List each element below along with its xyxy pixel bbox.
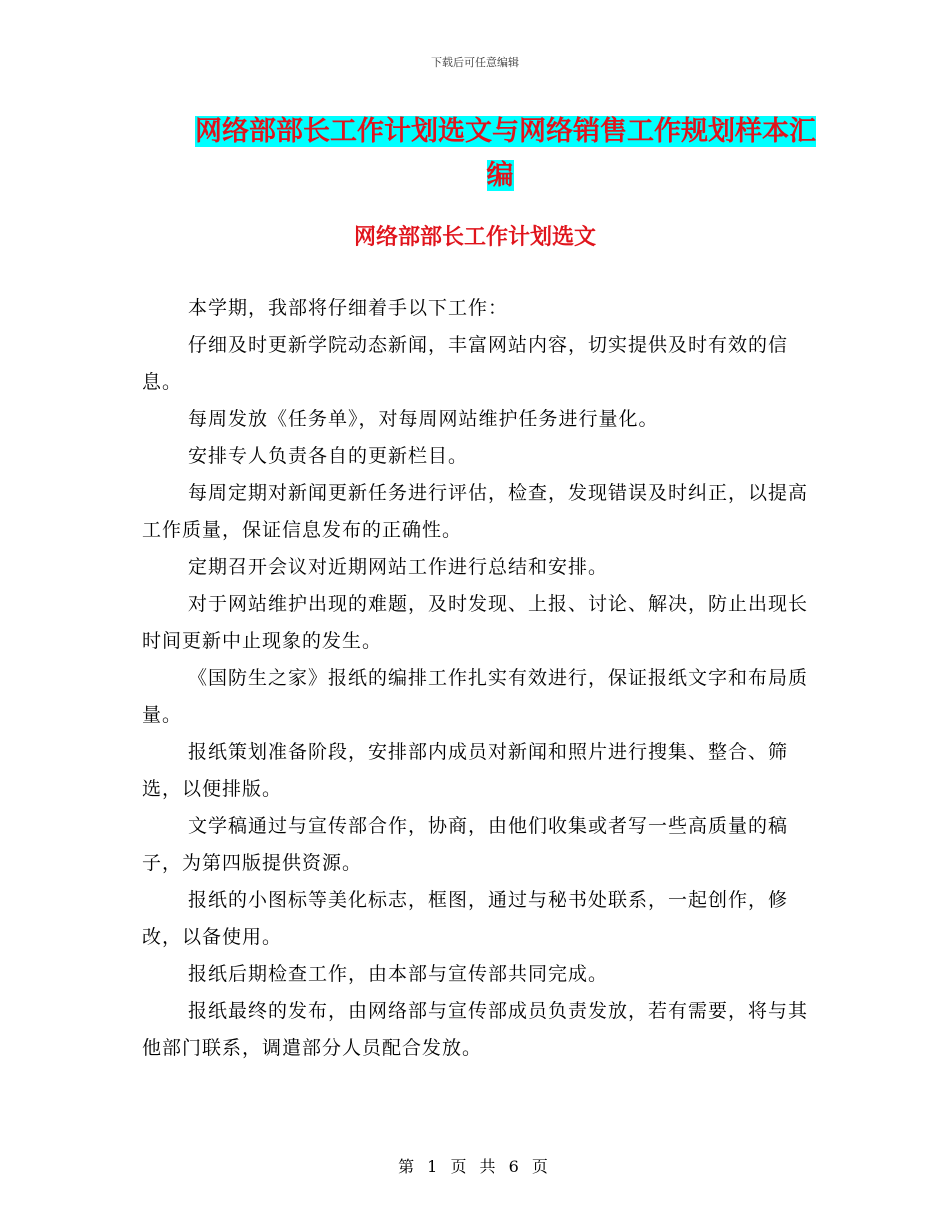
paragraph: 报纸策划准备阶段，安排部内成员对新闻和照片进行搜集、整合、筛选，以便排版。 (142, 741, 789, 800)
paragraph: 每周定期对新闻更新任务进行评估，检查，发现错误及时纠正，以提高工作质量，保证信息发布的正确性。 (142, 482, 809, 541)
section-title: 网络部部长工作计划选文 (353, 225, 596, 250)
paragraph: 对于网站维护出现的难题，及时发现、上报、讨论、解决，防止出现长时间更新中止现象的发生。 (142, 593, 809, 652)
document-body (142, 290, 810, 1067)
paragraph: 仔细及时更新学院动态新闻，丰富网站内容，切实提供及时有效的信息。 (142, 334, 789, 393)
header-note: 下载后可任意编辑 (431, 56, 519, 69)
paragraph: 文学稿通过与宣传部合作，协商，由他们收集或者写一些高质量的稿子，为第四版提供资源。 (142, 815, 789, 874)
paragraph: 本学期，我部将仔细着手以下工作： (188, 297, 509, 319)
paragraph: 每周发放《任务单》，对每周网站维护任务进行量化。 (188, 408, 659, 430)
paragraph: 报纸的小图标等美化标志，框图，通过与秘书处联系，一起创作，修改，以备使用。 (142, 889, 789, 948)
page-indicator: 第 1 页 共 6 页 (398, 1157, 552, 1176)
paragraph: 《国防生之家》报纸的编排工作扎实有效进行，保证报纸文字和布局质量。 (142, 667, 809, 726)
paragraph: 报纸最终的发布，由网络部与宣传部成员负责发放，若有需要，将与其他部门联系，调遣部分人员配合发放。 (142, 1000, 809, 1059)
document-title (195, 110, 816, 198)
paragraph: 安排专人负责各自的更新栏目。 (188, 445, 469, 467)
title-line-1: 网络部部长工作计划选文与网络销售工作规划样本汇 (195, 116, 816, 147)
title-line-2: 编 (486, 160, 514, 191)
paragraph: 报纸后期检查工作，由本部与宣传部共同完成。 (188, 963, 609, 985)
paragraph: 定期召开会议对近期网站工作进行总结和安排。 (188, 556, 609, 578)
